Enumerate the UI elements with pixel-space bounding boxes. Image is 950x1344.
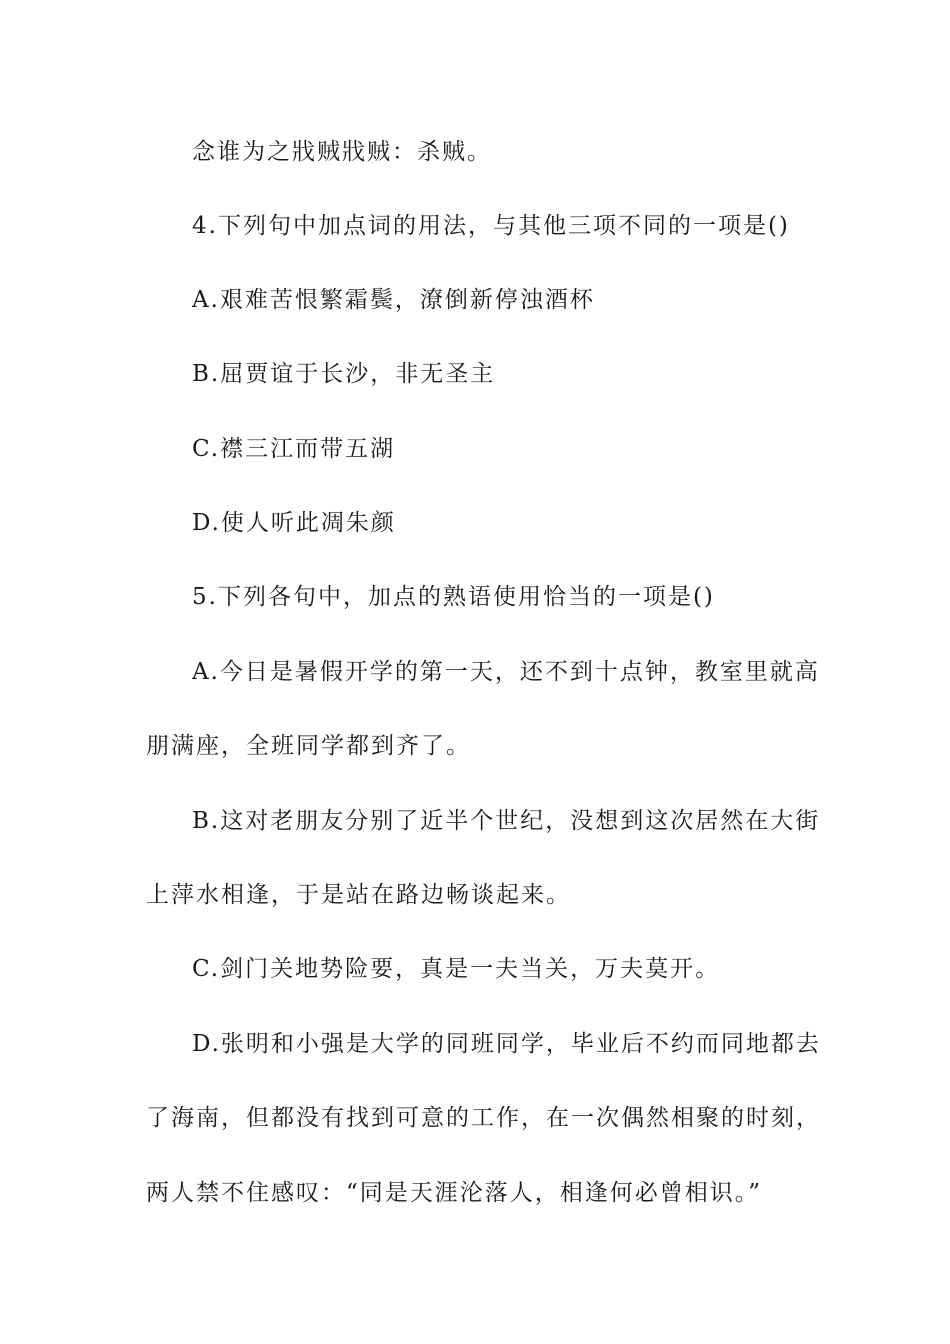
question-5-option-d: D.张明和小强是大学的同班同学，毕业后不约而同地都去 [192,1031,821,1057]
question-4-option-b: B.屈贾谊于长沙，非无圣主 [192,361,496,387]
question-5-option-a-cont: 朋满座，全班同学都到齐了。 [146,733,471,759]
question-4-stem: 4.下列句中加点词的用法，与其他三项不同的一项是() [192,213,790,239]
question-5-option-b-cont: 上萍水相逢，于是站在路边畅谈起来。 [146,882,571,908]
question-5-option-a: A.今日是暑假开学的第一天，还不到十点钟，教室里就高 [192,659,820,685]
question-5-option-b: B.这对老朋友分别了近半个世纪，没想到这次居然在大街 [192,808,821,834]
question-5-option-d-cont-2: 两人禁不住感叹：“同是天涯沦落人，相逢何必曾相识。” [146,1180,763,1206]
question-4-option-a: A.艰难苦恨繁霜鬓，潦倒新停浊酒杯 [192,287,595,313]
question-4-option-d: D.使人听此凋朱颜 [192,510,396,536]
question-5-option-c: C.剑门关地势险要，真是一夫当关，万夫莫开。 [192,956,721,982]
question-4-option-c: C.襟三江而带五湖 [192,436,396,462]
text-line: 念谁为之戕贼戕贼：杀贼。 [192,139,492,165]
question-5-option-d-cont-1: 了海南，但都没有找到可意的工作，在一次偶然相聚的时刻， [146,1105,821,1131]
question-5-stem: 5.下列各句中，加点的熟语使用恰当的一项是() [192,584,715,610]
